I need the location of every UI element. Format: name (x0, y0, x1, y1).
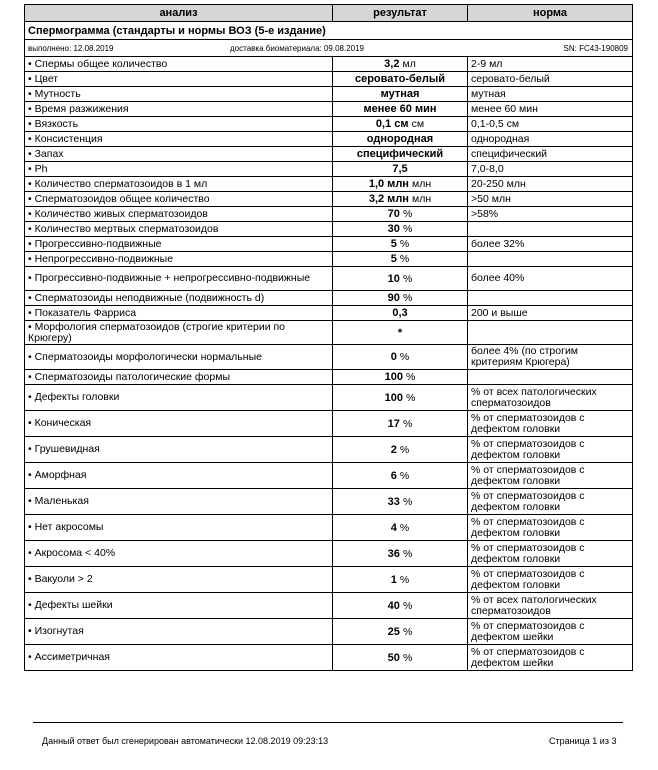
result-cell (333, 541, 468, 567)
norm-value: 0,1-0,5 см (468, 117, 633, 132)
footer-generated-note: Данный ответ был сгенерирован автоматически 12.08.2019 09:23:13 (42, 736, 329, 746)
result-unit: % (399, 238, 410, 250)
norm-value: 2-9 мл (468, 57, 633, 72)
analysis-name: • Непрогрессивно-подвижные (25, 252, 333, 267)
result-cell (333, 132, 468, 147)
analysis-name: • Запах (25, 147, 333, 162)
analysis-name: • Количество живых сперматозоидов (25, 207, 333, 222)
result-cell (333, 72, 468, 87)
analysis-name: • Прогрессивно-подвижные + непрогрессивно-подвижные (25, 267, 333, 291)
result-cell (333, 222, 468, 237)
result-cell (333, 619, 468, 645)
result-value: 50 (387, 651, 400, 664)
table-row (25, 207, 633, 222)
norm-value: однородная (468, 132, 633, 147)
table-row (25, 162, 633, 177)
analysis-name: • Акросома < 40% (25, 541, 333, 567)
norm-value: % от сперматозоидов с дефектом головки (468, 411, 633, 437)
norm-value: более 40% (468, 267, 633, 291)
norm-value (468, 222, 633, 237)
table-row (25, 192, 633, 207)
analysis-name: • Нет акросомы (25, 515, 333, 541)
table-row (25, 321, 633, 345)
result-cell (333, 593, 468, 619)
footer-page-number: Страница 1 из 3 (549, 736, 617, 746)
table-row (25, 177, 633, 192)
norm-value: серовато-белый (468, 72, 633, 87)
norm-value: >58% (468, 207, 633, 222)
analysis-name: • Вакуоли > 2 (25, 567, 333, 593)
completed-date: выполнено: 12.08.2019 (28, 44, 114, 53)
norm-value: более 4% (по строгим критериям Крюгера) (468, 345, 633, 370)
table-row (25, 57, 633, 72)
norm-value: % от сперматозоидов с дефектом головки (468, 541, 633, 567)
result-value: 0,3 (392, 307, 408, 319)
result-cell (333, 321, 468, 345)
analysis-name: • Спермы общее количество (25, 57, 333, 72)
result-cell (333, 385, 468, 411)
norm-value: >50 млн (468, 192, 633, 207)
table-row (25, 222, 633, 237)
result-unit: млн (412, 193, 432, 205)
result-unit: % (399, 443, 410, 456)
norm-value: 200 и выше (468, 306, 633, 321)
result-cell (333, 162, 468, 177)
result-value: 0 (390, 351, 397, 363)
result-unit: % (402, 599, 413, 612)
table-row (25, 385, 633, 411)
analysis-name: • Показатель Фарриса (25, 306, 333, 321)
norm-value: % от сперматозоидов с дефектом головки (468, 567, 633, 593)
analysis-name: • Маленькая (25, 489, 333, 515)
result-value: 25 (387, 625, 400, 638)
result-unit: % (402, 292, 413, 304)
footer-divider (33, 722, 623, 723)
result-unit: % (402, 208, 413, 220)
table-row (25, 370, 633, 385)
norm-value (468, 291, 633, 306)
result-value: 36 (387, 547, 400, 560)
norm-value: % от сперматозоидов с дефектом шейки (468, 645, 633, 671)
result-cell (333, 177, 468, 192)
result-value: менее 60 мин (363, 103, 437, 115)
result-value: 100 (384, 391, 403, 404)
table-row (25, 411, 633, 437)
norm-value: менее 60 мин (468, 102, 633, 117)
analysis-name: • Вязкость (25, 117, 333, 132)
analysis-name: • Время разжижения (25, 102, 333, 117)
result-cell (333, 411, 468, 437)
result-value: 10 (387, 272, 400, 285)
norm-value: % от всех патологических сперматозоидов (468, 593, 633, 619)
result-unit: % (402, 417, 413, 430)
result-value: 4 (390, 521, 397, 534)
analysis-name: • Ph (25, 162, 333, 177)
table-row (25, 306, 633, 321)
result-cell (333, 267, 468, 291)
result-cell (333, 237, 468, 252)
spermogram-table (24, 4, 633, 671)
analysis-name: • Цвет (25, 72, 333, 87)
result-unit: % (399, 573, 410, 586)
table-row (25, 489, 633, 515)
result-cell (333, 645, 468, 671)
result-value: 100 (384, 371, 403, 383)
norm-value: более 32% (468, 237, 633, 252)
result-unit: % (402, 547, 413, 560)
table-row (25, 619, 633, 645)
table-row (25, 132, 633, 147)
result-value: 30 (387, 223, 400, 235)
result-unit: % (406, 391, 416, 404)
result-cell (333, 291, 468, 306)
result-value: 1,0 млн (368, 178, 409, 190)
norm-value: % от сперматозоидов с дефектом шейки (468, 619, 633, 645)
norm-value: % от сперматозоидов с дефектом головки (468, 437, 633, 463)
result-value: 5 (390, 238, 397, 250)
result-cell (333, 252, 468, 267)
result-unit: % (399, 351, 410, 363)
serial-number: SN: FC43-190809 (563, 44, 628, 53)
table-row (25, 345, 633, 370)
analysis-name: • Изогнутая (25, 619, 333, 645)
analysis-name: • Консистенция (25, 132, 333, 147)
norm-value (468, 321, 633, 345)
result-unit: % (402, 625, 413, 638)
result-unit: % (402, 651, 413, 664)
report-title: Спермограмма (стандарты и нормы ВОЗ (5-е издание) (25, 22, 633, 40)
result-unit: % (399, 469, 410, 482)
result-cell (333, 102, 468, 117)
result-unit: % (402, 223, 413, 235)
result-cell (333, 370, 468, 385)
result-value: серовато-белый (354, 73, 446, 85)
norm-value: % от сперматозоидов с дефектом головки (468, 463, 633, 489)
norm-value (468, 252, 633, 267)
meta-row (25, 40, 633, 57)
norm-value: % от сперматозоидов с дефектом головки (468, 489, 633, 515)
table-row (25, 87, 633, 102)
result-unit: см (411, 118, 425, 130)
norm-value: 7,0-8,0 (468, 162, 633, 177)
result-cell (333, 207, 468, 222)
result-cell (333, 117, 468, 132)
analysis-name: • Прогрессивно-подвижные (25, 237, 333, 252)
analysis-name: • Сперматозоиды патологические формы (25, 370, 333, 385)
result-value: 33 (387, 495, 400, 508)
analysis-name: • Количество мертвых сперматозоидов (25, 222, 333, 237)
result-unit: % (399, 521, 410, 534)
result-value: мутная (380, 88, 420, 100)
analysis-name: • Аморфная (25, 463, 333, 489)
analysis-name: • Ассиметричная (25, 645, 333, 671)
result-cell (333, 147, 468, 162)
table-row (25, 463, 633, 489)
column-header-norm: норма (468, 5, 633, 22)
result-cell (333, 515, 468, 541)
result-unit: млн (412, 178, 432, 190)
result-value: 0,1 см (375, 118, 409, 130)
table-row (25, 267, 633, 291)
result-value: 70 (387, 208, 400, 220)
analysis-name: • Коническая (25, 411, 333, 437)
result-value: 1 (390, 573, 397, 586)
column-header-result: результат (333, 5, 468, 22)
result-value: 2 (390, 443, 397, 456)
table-row (25, 237, 633, 252)
table-row (25, 567, 633, 593)
table-row (25, 72, 633, 87)
delivery-date: доставка биоматериала: 09.08.2019 (230, 44, 365, 53)
result-unit: % (399, 253, 410, 265)
analysis-name: • Мутность (25, 87, 333, 102)
result-unit: % (406, 371, 416, 383)
result-cell (333, 437, 468, 463)
norm-value: % от всех патологических сперматозоидов (468, 385, 633, 411)
table-header-row (25, 5, 633, 22)
result-unit: мл (402, 58, 416, 70)
result-value: 90 (387, 292, 400, 304)
norm-value: % от сперматозоидов с дефектом головки (468, 515, 633, 541)
analysis-name: • Морфология сперматозоидов (строгие критерии по Крюгеру) (25, 321, 333, 345)
table-row (25, 437, 633, 463)
table-row (25, 102, 633, 117)
analysis-name: • Грушевидная (25, 437, 333, 463)
result-value: 40 (387, 599, 400, 612)
result-cell (333, 87, 468, 102)
result-cell (333, 345, 468, 370)
table-row (25, 117, 633, 132)
result-cell (333, 567, 468, 593)
result-value: 6 (390, 469, 397, 482)
result-value: однородная (366, 133, 434, 145)
result-cell (333, 306, 468, 321)
analysis-name: • Сперматозоиды морфологически нормальные (25, 345, 333, 370)
norm-value (468, 370, 633, 385)
analysis-name: • Сперматозоидов общее количество (25, 192, 333, 207)
result-cell (333, 57, 468, 72)
analysis-name: • Дефекты шейки (25, 593, 333, 619)
report-title-row (25, 22, 633, 40)
table-row (25, 147, 633, 162)
result-value: 5 (390, 253, 397, 265)
table-row (25, 541, 633, 567)
analysis-name: • Сперматозоиды неподвижные (подвижность d) (25, 291, 333, 306)
result-value: специфический (356, 148, 444, 160)
table-row (25, 252, 633, 267)
analysis-name: • Дефекты головки (25, 385, 333, 411)
norm-value: 20-250 млн (468, 177, 633, 192)
table-row (25, 593, 633, 619)
result-value: 7,5 (392, 163, 408, 175)
result-unit: % (402, 495, 413, 508)
result-value: 3,2 млн (368, 193, 409, 205)
table-row (25, 515, 633, 541)
table-row (25, 291, 633, 306)
norm-value: специфический (468, 147, 633, 162)
result-cell (333, 463, 468, 489)
result-unit: % (402, 272, 413, 285)
table-row (25, 645, 633, 671)
result-value: * (397, 326, 403, 339)
result-cell (333, 489, 468, 515)
norm-value: мутная (468, 87, 633, 102)
analysis-name: • Количество сперматозоидов в 1 мл (25, 177, 333, 192)
result-cell (333, 192, 468, 207)
result-value: 3,2 (384, 58, 400, 70)
column-header-analysis: анализ (25, 5, 333, 22)
result-value: 17 (387, 417, 400, 430)
